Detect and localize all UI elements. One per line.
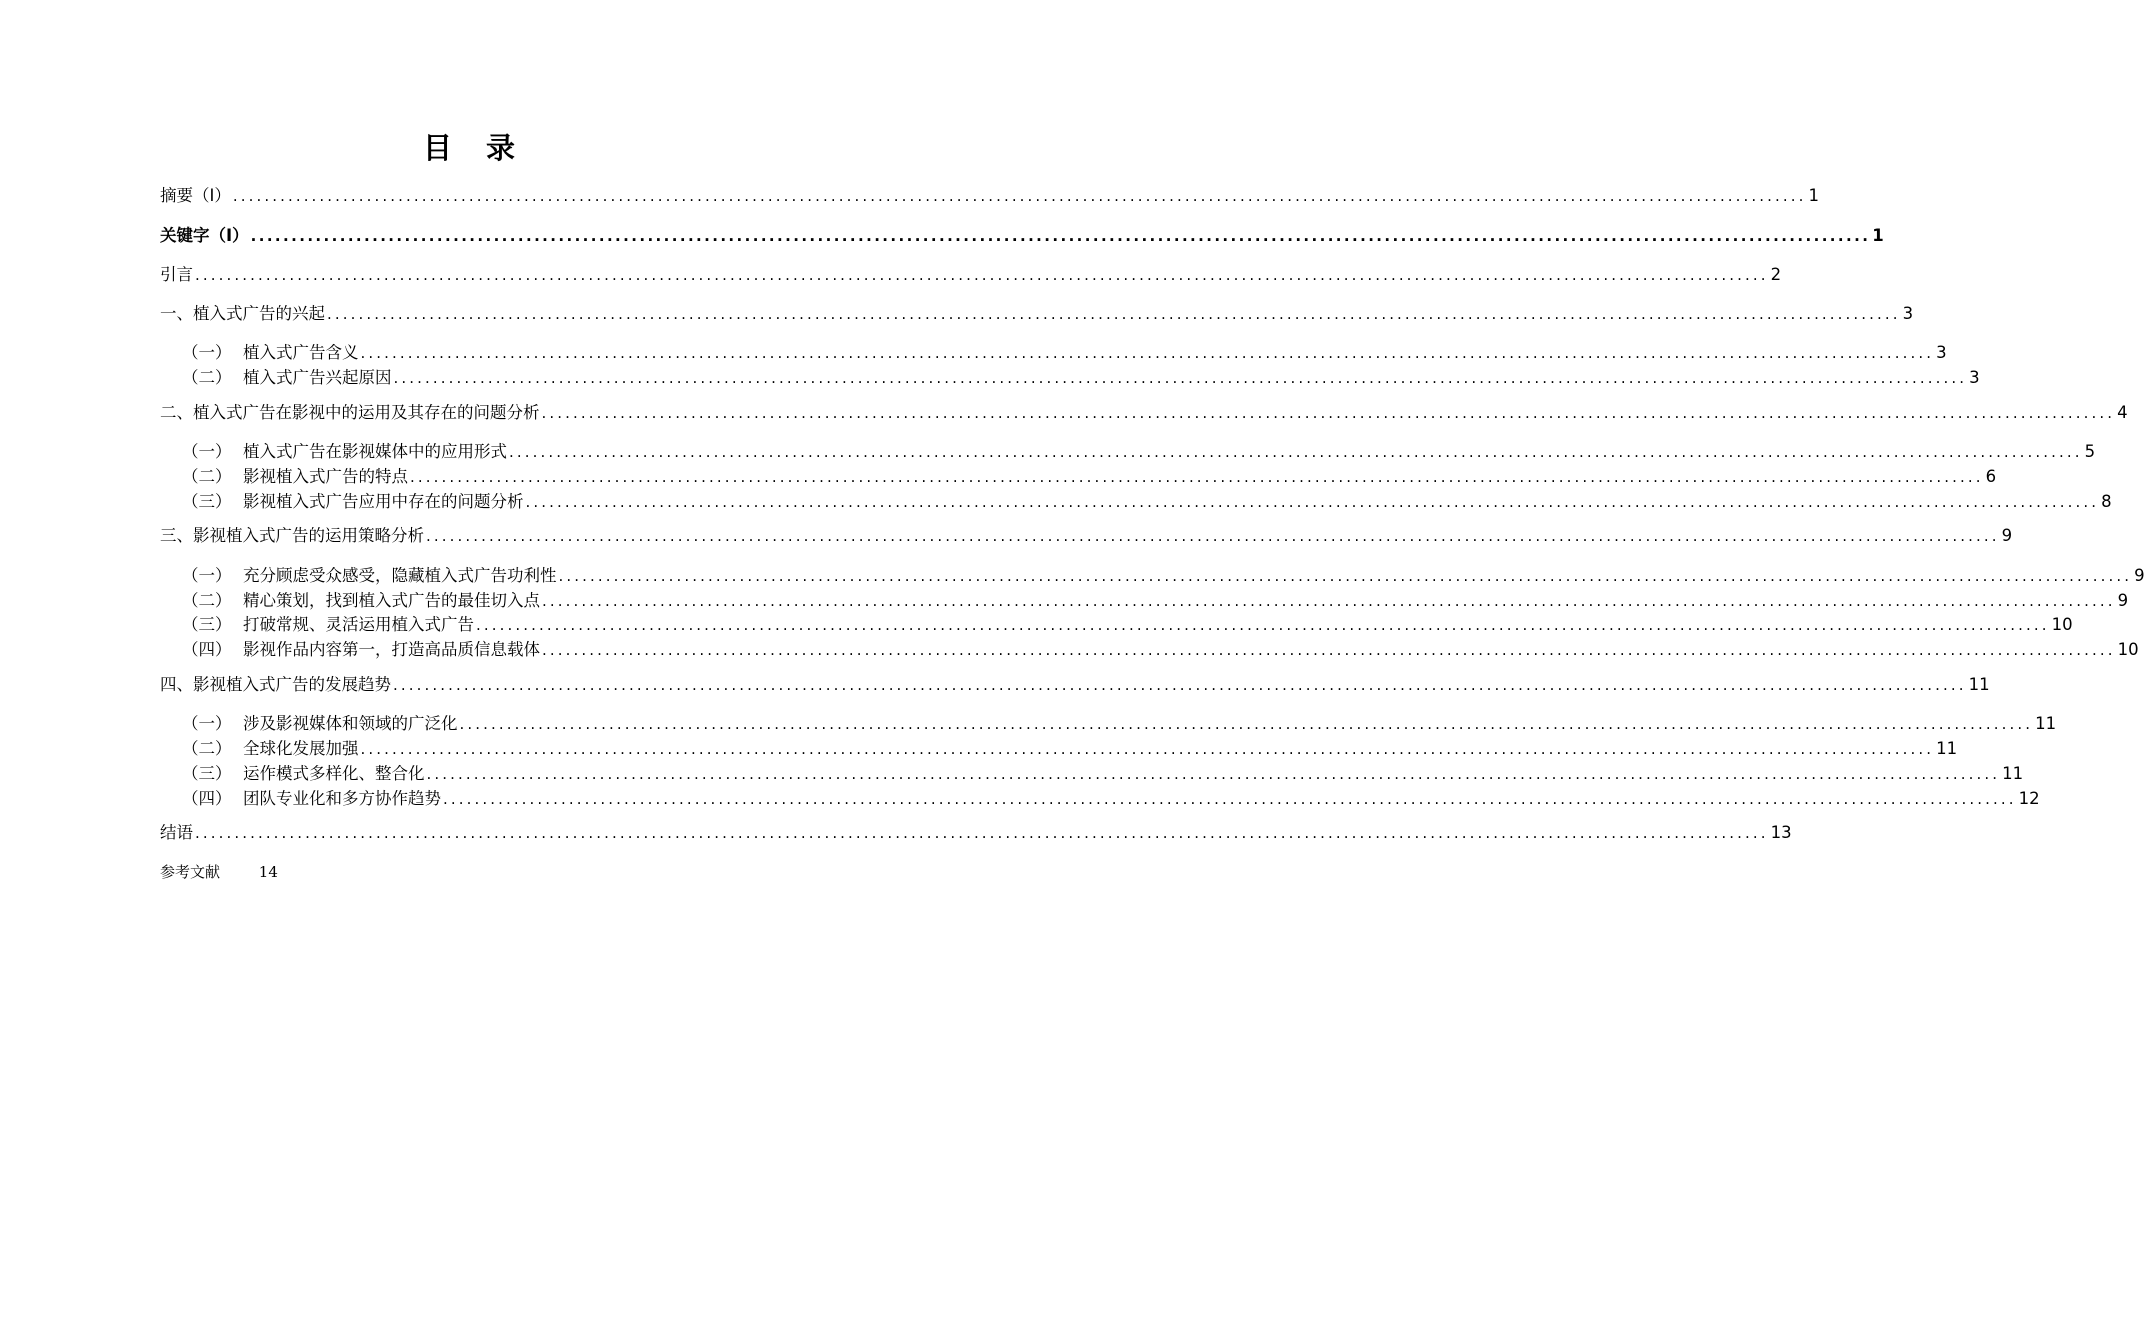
toc-entry-section-3-1[interactable] [182, 564, 2145, 588]
toc-page-number: 11 [2035, 714, 2057, 733]
toc-leader-dots: ........................................................................................................................................................................................................ [509, 443, 2083, 461]
toc-entry-label: 结语 [160, 823, 193, 842]
toc-page-number: 5 [2084, 442, 2096, 461]
toc-entry-label: 运作模式多样化、整合化 [243, 764, 425, 783]
toc-page-number: 6 [1985, 467, 1997, 486]
toc-entry-label: 四、影视植入式广告的发展趋势 [160, 675, 391, 694]
toc-page-number: 12 [2018, 789, 2040, 808]
toc-leader-dots: ........................................................................................................................................................................................................ [393, 676, 1967, 694]
toc-entry-section-3-3[interactable] [182, 613, 2073, 637]
toc-entry-section-3-2[interactable] [182, 589, 2129, 613]
toc-leader-dots: ........................................................................................................................................................................................................ [410, 468, 1984, 486]
toc-section-number: （三） [182, 764, 232, 783]
toc-leader-dots: ........................................................................................................................................................................................................ [542, 641, 2116, 659]
toc-section-number: （一） [182, 714, 232, 733]
toc-leader-dots: ........................................................................................................................................................................................................ [541, 404, 2116, 422]
toc-entry-label: 影视作品内容第一，打造高品质信息载体 [243, 640, 540, 659]
toc-entry-introduction[interactable] [160, 263, 1782, 287]
toc-entry-label: 一、植入式广告的兴起 [160, 304, 325, 323]
toc-section-number: （二） [182, 739, 232, 758]
toc-page-number: 11 [2002, 764, 2024, 783]
toc-leader-dots: ........................................................................................................................................................................................................ [232, 187, 1807, 205]
toc-title: 目 录 [422, 131, 528, 165]
toc-entry-label: 团队专业化和多方协作趋势 [243, 789, 441, 808]
toc-entry-section-4-4[interactable] [182, 787, 2040, 811]
toc-entry-section-2-1[interactable] [182, 440, 2096, 464]
toc-leader-dots: ........................................................................................................................................................................................................ [360, 344, 1935, 362]
toc-leader-dots: ........................................................................................................................................................................................................ [426, 765, 2001, 783]
toc-entry-chapter-3[interactable] [160, 524, 2013, 548]
toc-page-number: 4 [2117, 403, 2128, 422]
toc-entry-label: 涉及影视媒体和领域的广泛化 [243, 714, 458, 733]
toc-leader-dots: ........................................................................................................................................................................................................ [542, 592, 2116, 610]
toc-entry-abstract[interactable] [160, 184, 1819, 208]
toc-section-number: （一） [182, 442, 232, 461]
toc-section-number: （一） [182, 566, 232, 585]
toc-leader-dots: ........................................................................................................................................................................................................ [443, 790, 2017, 808]
toc-entry-chapter-4[interactable] [160, 673, 1990, 697]
toc-section-number: （三） [182, 492, 232, 511]
toc-entry-section-1-1[interactable] [182, 341, 1947, 365]
toc-entry-section-4-3[interactable] [182, 762, 2024, 786]
toc-page-number: 11 [1968, 675, 1990, 694]
toc-leader-dots: ........................................................................................................................................................................................................ [393, 369, 1968, 387]
toc-section-number: （二） [182, 591, 232, 610]
toc-page-number: 3 [1969, 368, 1980, 387]
toc-entry-label: 植入式广告含义 [243, 343, 359, 362]
toc-leader-dots: ........................................................................................................................................................................................................ [476, 616, 2050, 634]
toc-entry-section-2-2[interactable] [182, 465, 1997, 489]
toc-section-number: （二） [182, 368, 232, 387]
toc-page-number: 10 [2117, 640, 2139, 659]
toc-leader-dots: ........................................................................................................................................................................................................ [327, 305, 1901, 323]
toc-leader-dots: ........................................................................................................................................................................................................ [459, 715, 2034, 733]
toc-page-number: 9 [2134, 566, 2145, 585]
toc-page-number: 8 [2101, 492, 2112, 511]
toc-page-number: 2 [1770, 265, 1782, 284]
toc-entry-label: 摘要（Ⅰ） [160, 186, 231, 205]
toc-entry-label: 精心策划，找到植入式广告的最佳切入点 [243, 591, 540, 610]
toc-page-number: 11 [1936, 739, 1958, 758]
toc-entry-label: 三、影视植入式广告的运用策略分析 [160, 526, 424, 545]
toc-page-number: 9 [2117, 591, 2129, 610]
toc-page-number: 1 [1808, 186, 1819, 205]
toc-section-number: （二） [182, 467, 232, 486]
toc-entry-section-1-2[interactable] [182, 366, 1980, 390]
toc-entry-label: 全球化发展加强 [243, 739, 359, 758]
toc-page-number: 9 [2001, 526, 2013, 545]
toc-entry-references[interactable] [160, 860, 278, 884]
toc-entry-label: 关键字（Ⅰ） [160, 226, 249, 245]
toc-section-number: （四） [182, 640, 232, 659]
toc-entry-label: 参考文献 [160, 863, 221, 881]
toc-entry-section-2-3[interactable] [182, 490, 2112, 514]
toc-entry-label: 引言 [160, 265, 193, 284]
toc-leader-dots: ........................................................................................................................................................................................................ [525, 493, 2100, 511]
toc-entry-label: 植入式广告在影视媒体中的应用形式 [243, 442, 507, 461]
toc-leader-dots: ........................................................................................................................................................................................................ [250, 227, 1871, 245]
toc-entry-section-4-1[interactable] [182, 712, 2057, 736]
toc-page-number: 10 [2051, 615, 2073, 634]
toc-page-number: 13 [1770, 823, 1792, 842]
toc-entry-chapter-1[interactable] [160, 302, 1914, 326]
toc-entry-label: 充分顾虑受众感受，隐藏植入式广告功利性 [243, 566, 557, 585]
toc-page-number: 1 [1872, 226, 1884, 245]
toc-leader-dots: ........................................................................................................................................................................................................ [195, 266, 1769, 284]
toc-leader-dots: ........................................................................................................................................................................................................ [360, 740, 1935, 758]
toc-entry-label: 二、植入式广告在影视中的运用及其存在的问题分析 [160, 403, 540, 422]
toc-section-number: （四） [182, 789, 232, 808]
toc-page-number: 3 [1902, 304, 1914, 323]
toc-entry-label: 植入式广告兴起原因 [243, 368, 392, 387]
toc-leader-dots: ........................................................................................................................................................................................................ [195, 824, 1769, 842]
toc-page-number: 3 [1936, 343, 1947, 362]
toc-entry-label: 影视植入式广告应用中存在的问题分析 [243, 492, 524, 511]
toc-page-number: 14 [258, 863, 278, 881]
toc-entry-section-4-2[interactable] [182, 737, 1958, 761]
toc-entry-label: 影视植入式广告的特点 [243, 467, 408, 486]
toc-section-number: （三） [182, 615, 232, 634]
toc-section-number: （一） [182, 343, 232, 362]
toc-entry-label: 打破常规、灵活运用植入式广告 [243, 615, 474, 634]
toc-entry-keywords[interactable] [160, 224, 1884, 248]
toc-leader-dots: ........................................................................................................................................................................................................ [558, 567, 2133, 585]
toc-leader-dots: ........................................................................................................................................................................................................ [426, 527, 2000, 545]
toc-entry-conclusion[interactable] [160, 821, 1792, 845]
toc-entry-chapter-2[interactable] [160, 401, 2128, 425]
toc-entry-section-3-4[interactable] [182, 638, 2139, 662]
